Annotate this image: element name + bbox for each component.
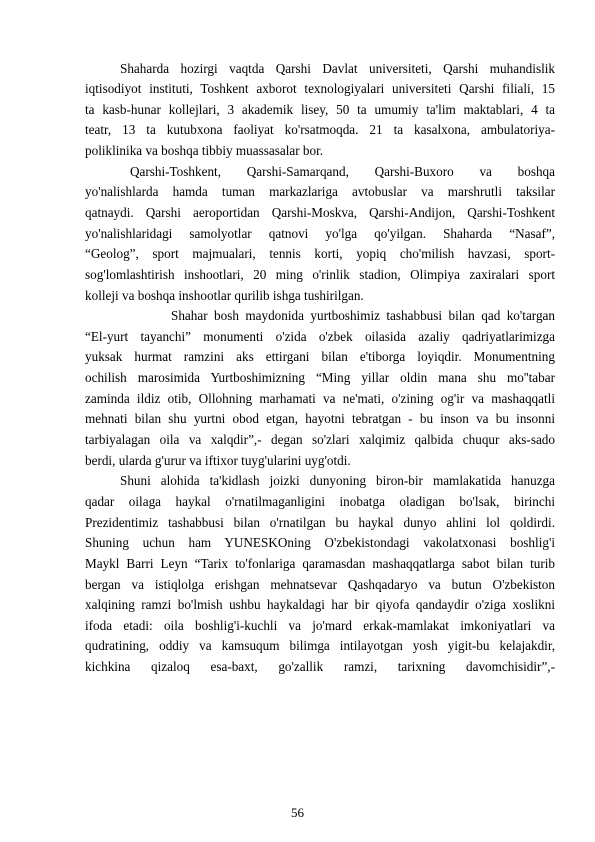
text-line: “Geolog”, sport majmualari, tennis korti, yopiq cho'milish havzasi, sport- (85, 246, 555, 262)
text-line: zaminda ildiz otib, Ollohning marhamati va ne'mati, o'zining og'ir va mashaqqatli (85, 390, 555, 406)
text-line: qadar oilaga haykal o'rnatilmaganligini inobatga oladigan bo'lsak, birinchi (85, 493, 555, 509)
text-line: tarbiyalagan oila va xalqdir”,- degan so'zlari xalqimiz qalbida chuqur aks-sado (85, 432, 555, 448)
paragraph (85, 471, 555, 677)
text-line: Shaharda hozirgi vaqtda Qarshi Davlat universiteti, Qarshi muhandislik (120, 60, 555, 76)
text-line: teatr, 13 ta kutubxona faoliyat ko'rsatmoqda. 21 ta kasalxona, ambulatoriya- (85, 122, 555, 138)
text-line: sog'lomlashtirish inshootlari, 20 ming o'rinlik stadion, Olimpiya zaxiralari sport (85, 266, 555, 282)
text-line: ochilish marosimida Yurtboshimizning “Ming yillar oldin mana shu mo''tabar (85, 370, 555, 386)
text-line: “El-yurt tayanchi” monumenti o'zida o'zbek oilasida azaliy qadriyatlarimizga (85, 328, 555, 344)
text-line: Prezidentimiz tashabbusi bilan o'rnatilgan bu haykal dunyo ahlini lol qoldirdi. (85, 514, 555, 530)
text-line: Shahar bosh maydonida yurtboshimiz tashabbusi bilan qad ko'targan (171, 308, 555, 324)
text-line: Qarshi-Toshkent, Qarshi-Samarqand, Qarshi-Buxoro va boshqa (130, 163, 555, 179)
body-text (85, 59, 555, 678)
text-line: ifoda etadi: oila boshlig'i-kuchli va jo'mard erkak-mamlakat imkoniyatlari va (85, 617, 555, 633)
text-line: yo'nalishlaridagi samolyotlar qatnovi yo'lga qo'yilgan. Shaharda “Nasaf”, (85, 225, 555, 241)
text-line: Shuning uchun ham YUNESKOning O'zbekistondagi vakolatxonasi boshlig'i (85, 535, 555, 551)
text-line: kolleji va boshqa inshootlar qurilib ishga tushirilgan. (85, 287, 364, 303)
text-line: berdi, ularda g'urur va iftixor tuyg'ularini uyg'otdi. (85, 452, 351, 468)
text-line: qatnaydi. Qarshi aeroportidan Qarshi-Moskva, Qarshi-Andijon, Qarshi-Toshkent (85, 204, 555, 220)
text-line: bergan va istiqlolga erishgan mehnatsevar Qashqadaryo va butun O'zbekiston (85, 576, 555, 592)
text-line: mehnati bilan shu yurtni obod etgan, hayotni tebratgan - bu inson va bu insonni (85, 411, 555, 427)
paragraph (85, 59, 555, 162)
text-line: poliklinika va boshqa tibbiy muassasalar bor. (85, 143, 324, 159)
paragraph (85, 162, 555, 306)
text-line: xalqining ramzi bo'lmish ushbu haykaldagi har bir qiyofa qandaydir o'ziga xoslikni (85, 597, 555, 613)
text-line: yuksak hurmat ramzini aks ettirgani bilan e'tiborga loyiqdir. Monumentning (85, 349, 555, 365)
paragraph (85, 306, 555, 471)
page-number: 56 (291, 805, 304, 820)
text-line: ta kasb-hunar kollejlari, 3 akademik lisey, 50 ta umumiy ta'lim maktablari, 4 ta (85, 101, 555, 117)
text-line: qudratining, oddiy va kamsuqum bilimga intilayotgan yosh yigit-bu kelajakdir, (85, 638, 555, 654)
text-line: iqtisodiyot instituti, Toshkent axborot texnologiyalari universiteti Qarshi filiali, 15 (85, 81, 555, 97)
text-line: kichkina qizaloq esa-baxt, go'zallik ramzi, tarixning davomchisidir”,- (85, 659, 555, 675)
text-line: Shuni alohida ta'kidlash joizki dunyoning biron-bir mamlakatida hanuzga (120, 473, 555, 489)
text-line: Maykl Barri Leyn “Tarix to'fonlariga qaramasdan mashaqqatlarga sabot bilan turib (85, 555, 555, 571)
text-line: yo'nalishlarda hamda tuman markazlariga avtobuslar va marshrutli taksilar (85, 184, 555, 200)
